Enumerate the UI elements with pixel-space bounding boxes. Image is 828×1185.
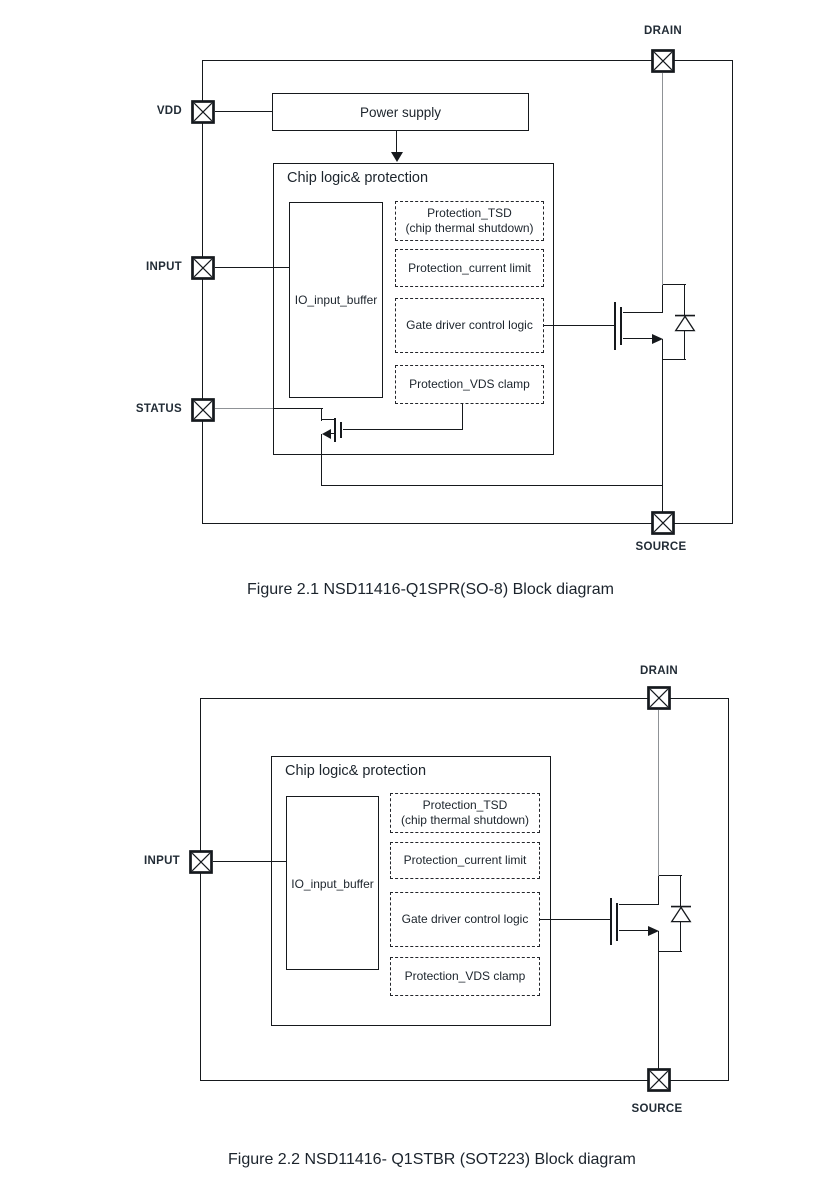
protection-tsd-line1: Protection_TSD bbox=[422, 798, 508, 812]
power-arrow-stem bbox=[396, 131, 397, 153]
protection-vds-clamp-block bbox=[395, 365, 544, 404]
wire-drain-to-mosfet bbox=[662, 285, 663, 313]
mosfet-drain-lead bbox=[619, 904, 659, 905]
diode-branch-top bbox=[663, 284, 686, 285]
status-fet-gate-wire bbox=[343, 429, 463, 430]
status-fet-gate-bar bbox=[340, 422, 342, 438]
wire-status-outer bbox=[215, 408, 273, 409]
chip-logic-title: Chip logic& protection bbox=[285, 763, 427, 779]
chip-logic-title: Chip logic& protection bbox=[287, 170, 429, 186]
drain-pin-label: DRAIN bbox=[644, 25, 682, 37]
wire-drain-vertical bbox=[662, 73, 663, 285]
mosfet-gate-bar bbox=[610, 898, 612, 945]
wire-drain-vertical bbox=[658, 710, 659, 876]
protection-tsd-line2: (chip thermal shutdown) bbox=[400, 813, 530, 827]
mosfet-drain-lead bbox=[623, 312, 663, 313]
status-pin-label: STATUS bbox=[135, 403, 182, 415]
protection-tsd-line2: (chip thermal shutdown) bbox=[405, 221, 534, 235]
wire-drain-to-mosfet bbox=[658, 876, 659, 905]
body-diode-icon bbox=[670, 905, 692, 923]
source-terminal-icon bbox=[647, 1068, 671, 1092]
input-terminal-icon bbox=[189, 850, 213, 874]
status-fet-source-drop bbox=[321, 434, 322, 486]
gate-driver-control-logic-label: Gate driver control logic bbox=[401, 912, 529, 926]
status-terminal-icon bbox=[191, 398, 215, 422]
protection-current-limit-block bbox=[395, 249, 544, 287]
protection-current-limit-label: Protection_current limit bbox=[408, 260, 531, 275]
drain-terminal-icon bbox=[651, 49, 675, 73]
input-pin-label: INPUT bbox=[146, 261, 182, 273]
figure-2-2-caption: Figure 2.2 NSD11416- Q1STBR (SOT223) Block diagram bbox=[228, 1151, 636, 1168]
source-pin-label: SOURCE bbox=[635, 541, 687, 553]
status-fet-channel-bar bbox=[334, 418, 336, 442]
body-diode-icon bbox=[674, 314, 696, 332]
wire-vds-clamp-to-status-gate bbox=[462, 403, 463, 430]
source-terminal-icon bbox=[651, 511, 675, 535]
diode-branch-bottom bbox=[659, 951, 682, 952]
gate-driver-control-logic-block bbox=[390, 892, 540, 947]
protection-tsd-line1: Protection_TSD bbox=[427, 206, 512, 220]
wire-gate-driver-to-gate bbox=[544, 325, 616, 326]
status-fet-source-lead bbox=[330, 433, 336, 434]
diode-wire-lower bbox=[680, 922, 681, 952]
wire-gate-driver-to-gate bbox=[540, 919, 612, 920]
figure-2-1-caption: Figure 2.1 NSD11416-Q1SPR(SO-8) Block diagram bbox=[247, 581, 614, 598]
drain-terminal-icon bbox=[647, 686, 671, 710]
mosfet-source-lead bbox=[623, 338, 653, 339]
power-supply-label: Power supply bbox=[359, 104, 442, 120]
protection-current-limit-block bbox=[390, 842, 540, 879]
protection-vds-clamp-block bbox=[390, 957, 540, 996]
mosfet-channel-bar bbox=[616, 903, 618, 941]
gate-driver-control-logic-block bbox=[395, 298, 544, 353]
io-input-buffer-label: IO_input_buffer bbox=[291, 877, 374, 891]
mosfet-gate-bar bbox=[614, 302, 616, 350]
mosfet-source-lead bbox=[619, 930, 649, 931]
wire-source-vertical bbox=[662, 339, 663, 512]
input-pin-label: INPUT bbox=[144, 855, 180, 867]
diode-wire-upper bbox=[680, 876, 681, 907]
power-arrow-icon bbox=[391, 152, 403, 162]
protection-tsd-block bbox=[395, 201, 544, 241]
wire-status-fet-to-source bbox=[322, 485, 663, 486]
wire-vdd-to-power bbox=[215, 111, 272, 112]
diode-branch-top bbox=[659, 875, 682, 876]
vdd-pin-label: VDD bbox=[156, 105, 182, 117]
diode-wire-upper bbox=[684, 285, 685, 316]
io-input-buffer-label: IO_input_buffer bbox=[294, 293, 378, 307]
protection-vds-clamp-label: Protection_VDS clamp bbox=[404, 969, 526, 983]
diode-wire-lower bbox=[684, 331, 685, 360]
gate-driver-control-logic-label: Gate driver control logic bbox=[406, 318, 533, 332]
protection-tsd-block bbox=[390, 793, 540, 833]
diode-branch-bottom bbox=[663, 359, 686, 360]
input-terminal-icon bbox=[191, 256, 215, 280]
mosfet-channel-bar bbox=[620, 307, 622, 345]
protection-vds-clamp-label: Protection_VDS clamp bbox=[409, 377, 530, 391]
source-pin-label: SOURCE bbox=[631, 1103, 683, 1115]
protection-current-limit-label: Protection_current limit bbox=[403, 853, 527, 867]
vdd-terminal-icon bbox=[191, 100, 215, 124]
drain-pin-label: DRAIN bbox=[640, 665, 678, 677]
power-supply-block bbox=[272, 93, 529, 131]
